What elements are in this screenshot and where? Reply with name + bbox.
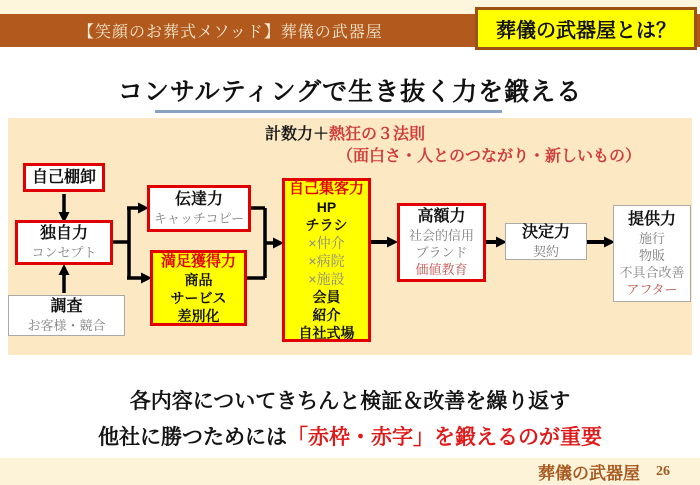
box-line: サービス <box>170 289 227 306</box>
box-line: ×施設 <box>308 270 345 287</box>
footer-brand: 葬儀の武器屋 <box>538 464 640 483</box>
box-title: 高額力 <box>417 208 466 225</box>
page-number: 26 <box>656 463 670 479</box>
box-communication <box>147 185 251 232</box>
page-title: コンサルティングで生き抜く力を鍛える <box>117 78 583 106</box>
diagram-caption-line1 <box>265 124 641 146</box>
box-line: チラシ <box>305 216 348 233</box>
box-line: 差別化 <box>177 307 220 324</box>
box-line: 不具合改善 <box>619 264 685 280</box>
box-research <box>8 295 125 336</box>
box-subtitle: 契約 <box>532 244 559 259</box>
caption-red-part: 熱狂の３法則 <box>329 126 426 143</box>
diagram-caption <box>265 124 641 168</box>
bottom-message-line2 <box>0 421 700 451</box>
bottom-line2-black: 他社に勝つためには <box>98 426 287 449</box>
box-line: 会員 <box>312 288 341 305</box>
header-bar-title: 【笑顔のお葬式メソッド】葬儀の武器屋 <box>78 24 383 41</box>
box-title: 伝達力 <box>174 191 223 208</box>
box-title: 満足獲得力 <box>160 252 236 270</box>
box-line: 物販 <box>638 247 665 263</box>
box-line: 紹介 <box>312 306 341 323</box>
box-provision <box>613 205 691 302</box>
box-subtitle: キャッチコピー <box>154 211 244 226</box>
bottom-message-line1: 各内容についてきちんと検証＆改善を繰り返す <box>129 390 571 413</box>
caption-black-part: 計数力＋ <box>265 126 330 143</box>
footer-strip <box>0 458 700 485</box>
flow-diagram-panel <box>8 118 692 355</box>
box-line: 施行 <box>638 230 665 246</box>
box-line: ×病院 <box>308 252 345 269</box>
box-line: ブランド <box>415 245 468 260</box>
box-title: 自己棚卸 <box>31 168 96 186</box>
box-line: HP <box>316 198 337 215</box>
box-subtitle: お客様・競合 <box>27 318 106 333</box>
box-decision <box>505 223 587 260</box>
header-badge <box>475 7 697 50</box>
box-title: 自己集客力 <box>288 179 364 197</box>
box-self-attraction <box>282 178 371 342</box>
diagram-caption-line2: （面白さ・人とのつながり・新しいもの） <box>337 148 642 165</box>
box-title: 調査 <box>50 298 83 315</box>
box-line-accent: アフター <box>626 281 678 297</box>
box-line: 自社式場 <box>298 324 355 341</box>
header-badge-label: 葬儀の武器屋とは？ <box>496 20 676 42</box>
bottom-line2-red: 「赤枠・赤字」を鍛えるのが重要 <box>287 426 602 449</box>
box-title: 決定力 <box>521 224 570 241</box>
box-line: 社会的信用 <box>408 228 474 243</box>
box-line: ×仲介 <box>308 234 345 251</box>
title-underline <box>155 110 502 113</box>
box-self-inventory <box>23 163 105 192</box>
box-satisfaction <box>150 250 247 326</box>
box-subtitle: コンセプト <box>31 245 97 260</box>
box-line-accent: 価値教育 <box>415 262 468 277</box>
box-title: 独自力 <box>39 225 88 242</box>
box-high-price <box>397 203 486 282</box>
box-originality <box>15 220 113 265</box>
box-line: 商品 <box>184 271 213 288</box>
box-title: 提供力 <box>627 210 676 228</box>
